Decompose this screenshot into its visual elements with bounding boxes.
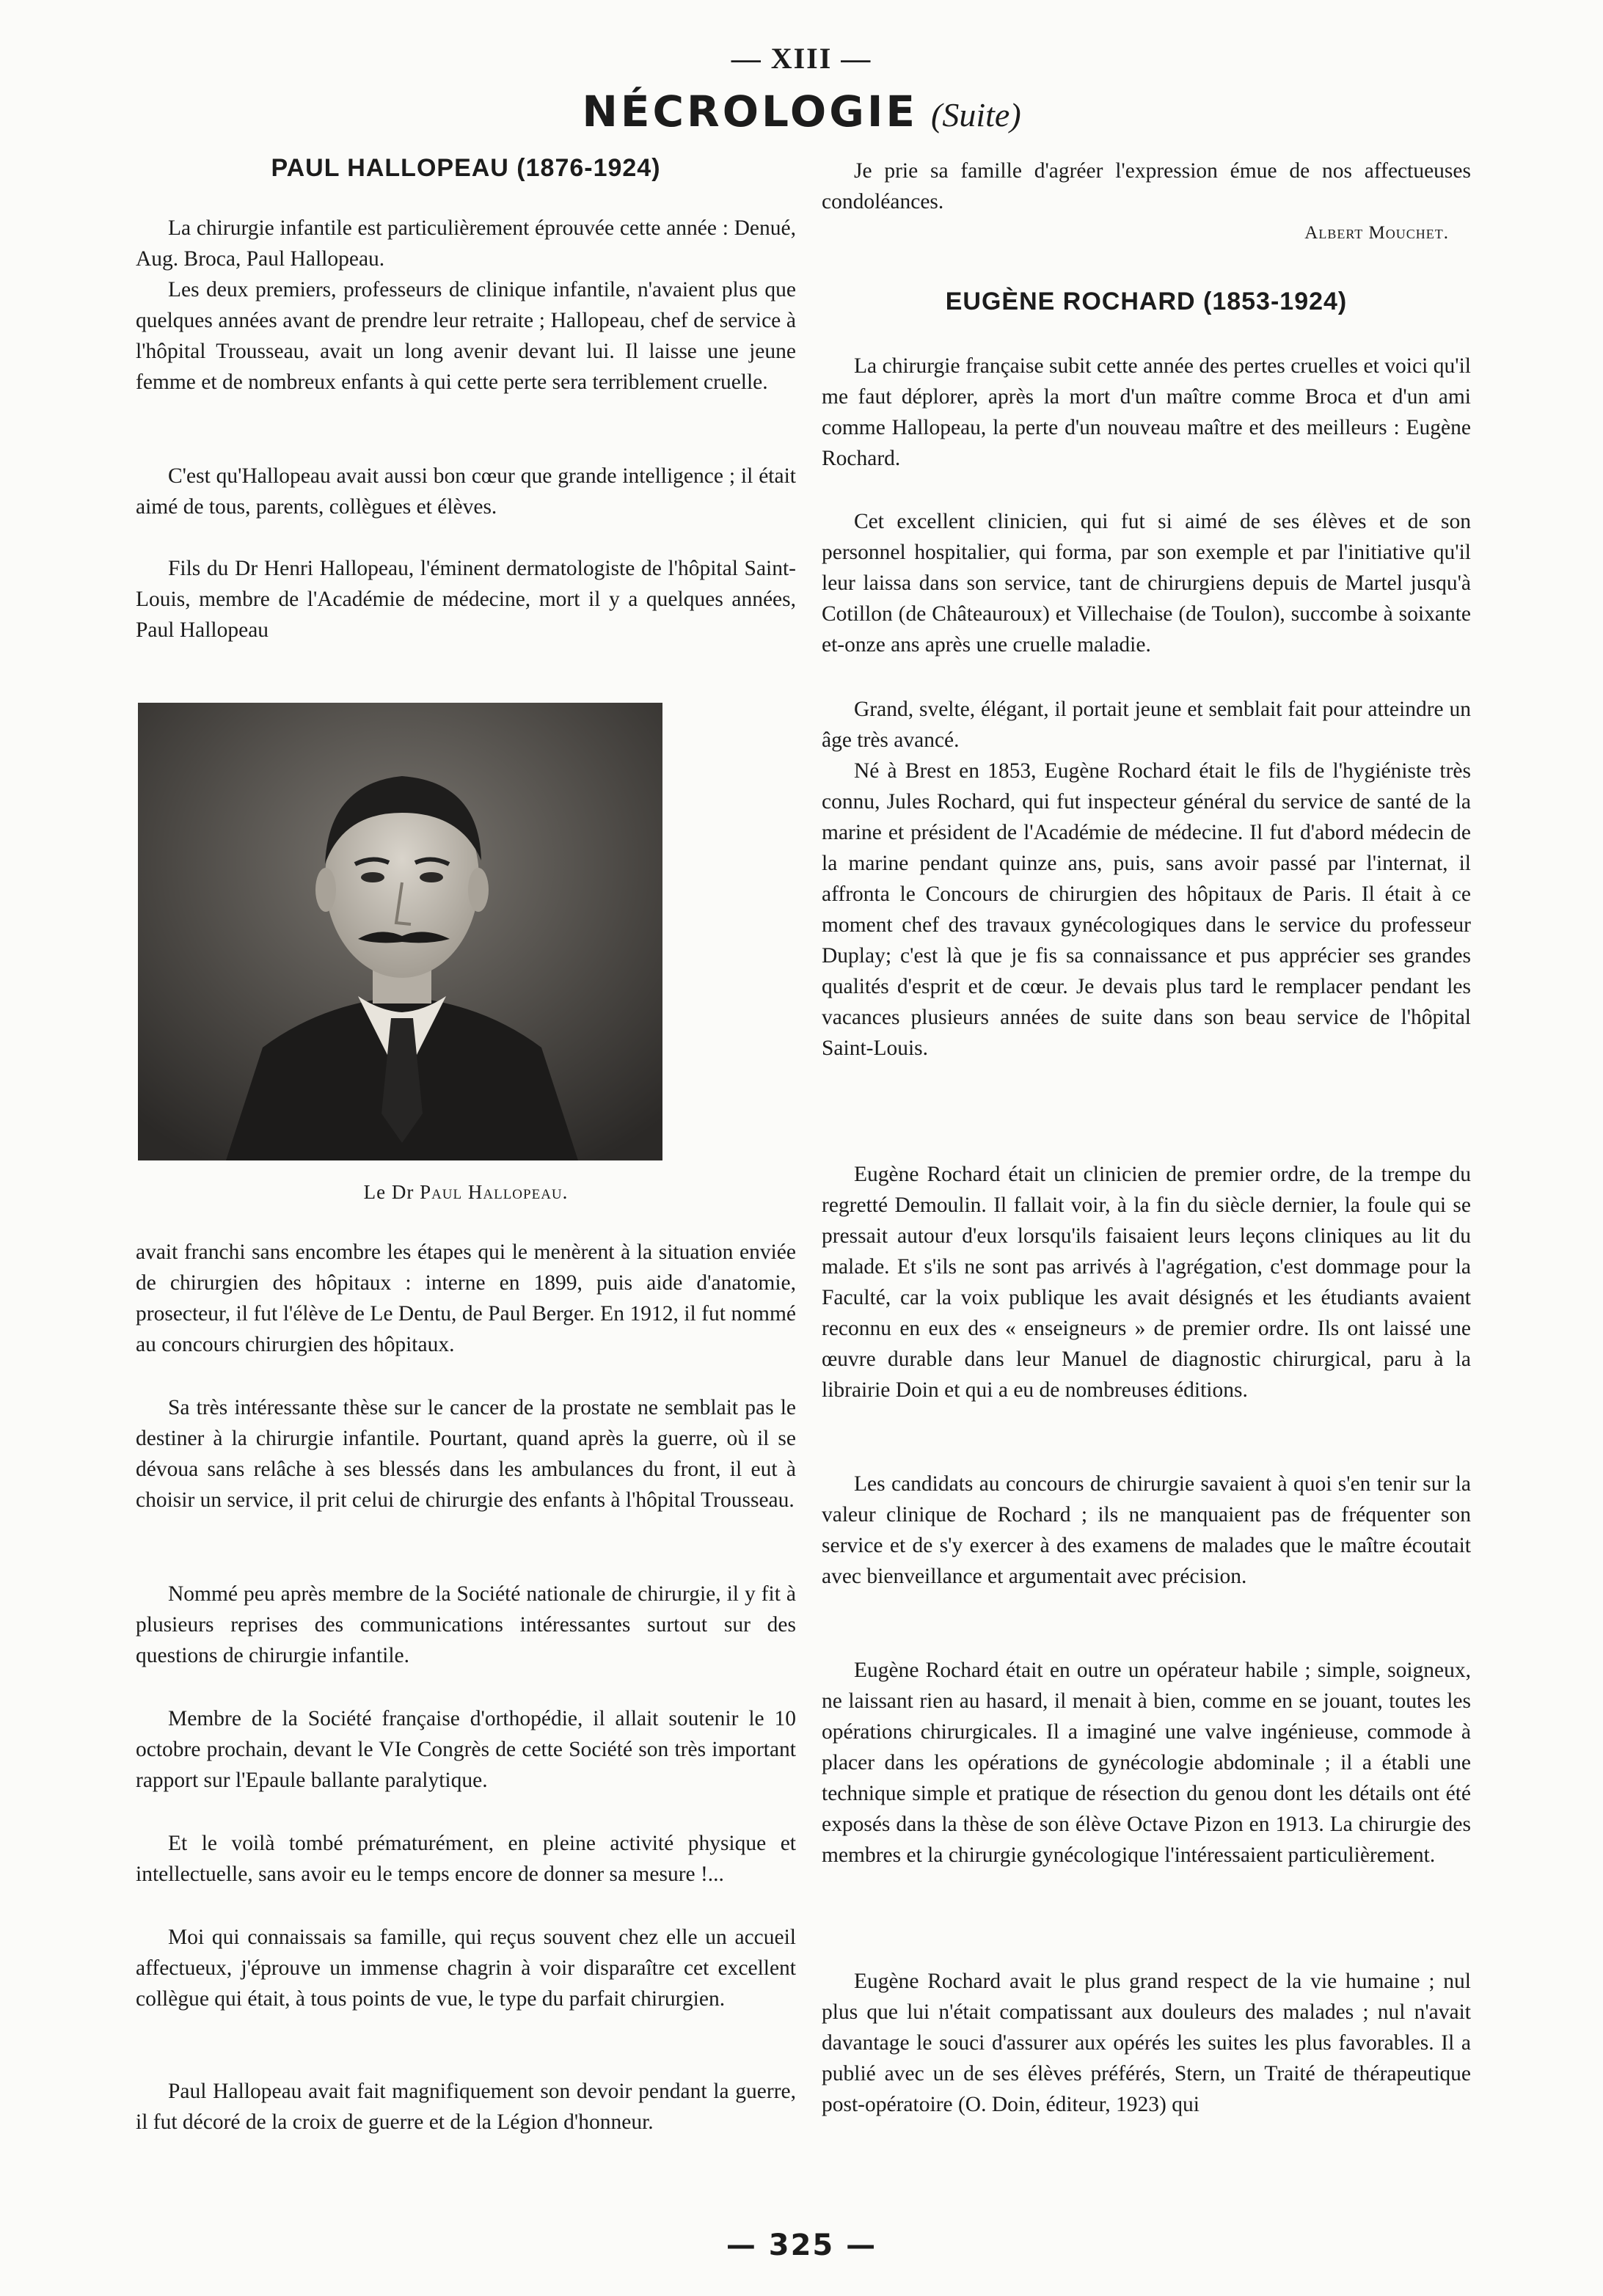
paragraph: Moi qui connaissais sa famille, qui reçus souvent chez elle un accueil affectueux, j'éprouve un immense chagrin à voir disparaître cet excellent collègue qui était, à tous points de vue, le type du parfait chirurgien. — [136, 1926, 796, 2011]
paragraph: Membre de la Société française d'orthopédie, il allait soutenir le 10 octobre prochain, devant le VIe Congrès de cette Société son très important rapport sur l'Epaule ballante paralytique. — [136, 1707, 796, 1792]
caption — [136, 1181, 796, 1204]
portrait-image — [138, 703, 662, 1160]
paragraph: Les candidats au concours de chirurgie savaient à quoi s'en tenir sur la valeur clinique de Rochard ; ils ne manquaient pas de fréquenter son service et de s'y exercer à des examens de malades que le maître écoutait avec bienveillance et argumentait avec précision. — [822, 1472, 1471, 1588]
section-title-text: NÉCROLOGIE — [582, 87, 919, 136]
paragraph: avait franchi sans encombre les étapes qui le menèrent à la situation enviée de chirurgien des hôpitaux : interne en 1899, puis aide d'anatomie, prosecteur, il fut l'élève de Le Dentu, de Paul Berger. En 1912, il fut nommé au concours chirurgien des hôpitaux. — [136, 1240, 796, 1356]
paragraph: Sa très intéressante thèse sur le cancer de la prostate ne semblait pas le destiner à la chirurgie infantile. Pourtant, quand après la guerre, où il se dévoua sans relâche à ses blessés dans les ambulances du front, il eut à choisir un service, il prit celui de chirurgie des enfants à l'hôpital Trousseau. — [136, 1396, 796, 1512]
section-title — [0, 87, 1603, 136]
paragraph: Eugène Rochard était un clinicien de premier ordre, de la trempe du regretté Demoulin. Il fallait voir, à la fin du siècle dernier, la foule qui se pressait autour d'eux lorsqu'ils faisaient leurs leçons cliniques au lit du malade. Et s'ils ne sont pas arrivés à l'agrégation, c'est dommage pour la Faculté, car la voix publique les avait désignés et les étudiants avaient reconnu en eux des « enseigneurs » de premier ordre. Ils ont laissé une œuvre durable dans leur Manuel de diagnostic chirurgical, paru à la librairie Doin et qui a eu de nombreuses éditions. — [822, 1163, 1471, 1402]
signature: Albert Mouchet. — [1304, 223, 1449, 243]
paragraph: Eugène Rochard était en outre un opérateur habile ; simple, soigneux, ne laissant rien au hasard, il menait à bien, comme en se jouant, toutes les opérations chirurgicales. Il a imaginé une valve ingénieuse, commode à placer dans les opérations de gynécologie abdominale ; il a établi une technique simple et pratique de résection du genou dont les détails ont été exposés dans la thèse de son élève Octave Pizon en 1913. La chirurgie des membres et la chirurgie gynécologique l'intéressaient particulièrement. — [822, 1659, 1471, 1867]
page-number-top: — XIII — — [731, 42, 872, 75]
paragraph: La chirurgie française subit cette année des pertes cruelles et voici qu'il me faut déplorer, après la mort d'un maître comme Broca et d'un ami comme Hallopeau, la perte d'un nouveau maître et des meilleurs : Eugène Rochard. — [822, 354, 1471, 470]
page-number-bottom: — 325 — — [726, 2229, 877, 2262]
paragraph: Nommé peu après membre de la Société nationale de chirurgie, il y fit à plusieurs reprises des communications intéressantes surtout sur des questions de chirurgie infantile. — [136, 1582, 796, 1667]
section-title-suffix: (Suite) — [931, 96, 1021, 134]
article-heading-rochard: EUGÈNE ROCHARD (1853-1924) — [945, 288, 1348, 315]
paragraph: Grand, svelte, élégant, il portait jeune et semblait fait pour atteindre un âge très avancé. — [822, 698, 1471, 752]
portrait-photo — [138, 703, 662, 1160]
article-heading-hallopeau: PAUL HALLOPEAU (1876-1924) — [271, 154, 661, 182]
intro-paragraph: Je prie sa famille d'agréer l'expression émue de nos affectueuses condoléances. — [822, 159, 1471, 213]
caption-prefix: Le Dr — [363, 1181, 415, 1203]
caption-name: Paul Hallopeau. — [420, 1181, 569, 1203]
paragraph: Et le voilà tombé prématurément, en pleine activité physique et intellectuelle, sans avoir eu le temps encore de donner sa mesure !... — [136, 1832, 796, 1886]
paragraph: La chirurgie infantile est particulièrement éprouvée cette année : Denué, Aug. Broca, Paul Hallopeau. — [136, 216, 796, 271]
paragraph: C'est qu'Hallopeau avait aussi bon cœur que grande intelligence ; il était aimé de tous, parents, collègues et élèves. — [136, 464, 796, 519]
paragraph: Né à Brest en 1853, Eugène Rochard était le fils de l'hygiéniste très connu, Jules Rochard, qui fut inspecteur général du service de santé de la marine et président de l'Académie de médecine. Il fut d'abord médecin de la marine pendant quinze ans, puis, sans avoir passé par l'internat, il affronta le Concours de chirurgien des hôpitaux de Paris. Il était à ce moment chef des travaux gynécologiques dans le service du professeur Duplay; c'est là que je fis sa connaissance et pus apprécier ses grandes qualités d'esprit et de cœur. Je devais plus tard le remplacer pendant les vacances plusieurs années de suite dans son beau service de l'hôpital Saint-Louis. — [822, 759, 1471, 1060]
paragraph: Les deux premiers, professeurs de clinique infantile, n'avaient plus que quelques années avant de prendre leur retraite ; Hallopeau, chef de service à l'hôpital Trousseau, avait un long avenir devant lui. Il laisse une jeune femme et de nombreux enfants à qui cette perte sera terriblement cruelle. — [136, 278, 796, 394]
paragraph: Cet excellent clinicien, qui fut si aimé de ses élèves et de son personnel hospitalier, qui forma, par son exemple et par l'initiative qu'il leur laissa dans son service, tant de chirurgiens depuis de Martel jusqu'à Cotillon (de Châteauroux) et Villechaise (de Toulon), succombe à soixante et-onze ans après une cruelle maladie. — [822, 510, 1471, 657]
paragraph: Fils du Dr Henri Hallopeau, l'éminent dermatologiste de l'hôpital Saint-Louis, membre de l'Académie de médecine, mort il y a quelques années, Paul Hallopeau — [136, 557, 796, 642]
paragraph: Eugène Rochard avait le plus grand respect de la vie humaine ; nul plus que lui n'était compatissant aux douleurs des malades ; nul n'avait davantage le souci d'assurer aux opérés les suites les plus favorables. Il a publié avec un de ses élèves préférés, Stern, un Traité de thérapeutique post-opératoire (O. Doin, éditeur, 1923) qui — [822, 1970, 1471, 2116]
paragraph: Paul Hallopeau avait fait magnifiquement son devoir pendant la guerre, il fut décoré de la croix de guerre et de la Légion d'honneur. — [136, 2080, 796, 2134]
